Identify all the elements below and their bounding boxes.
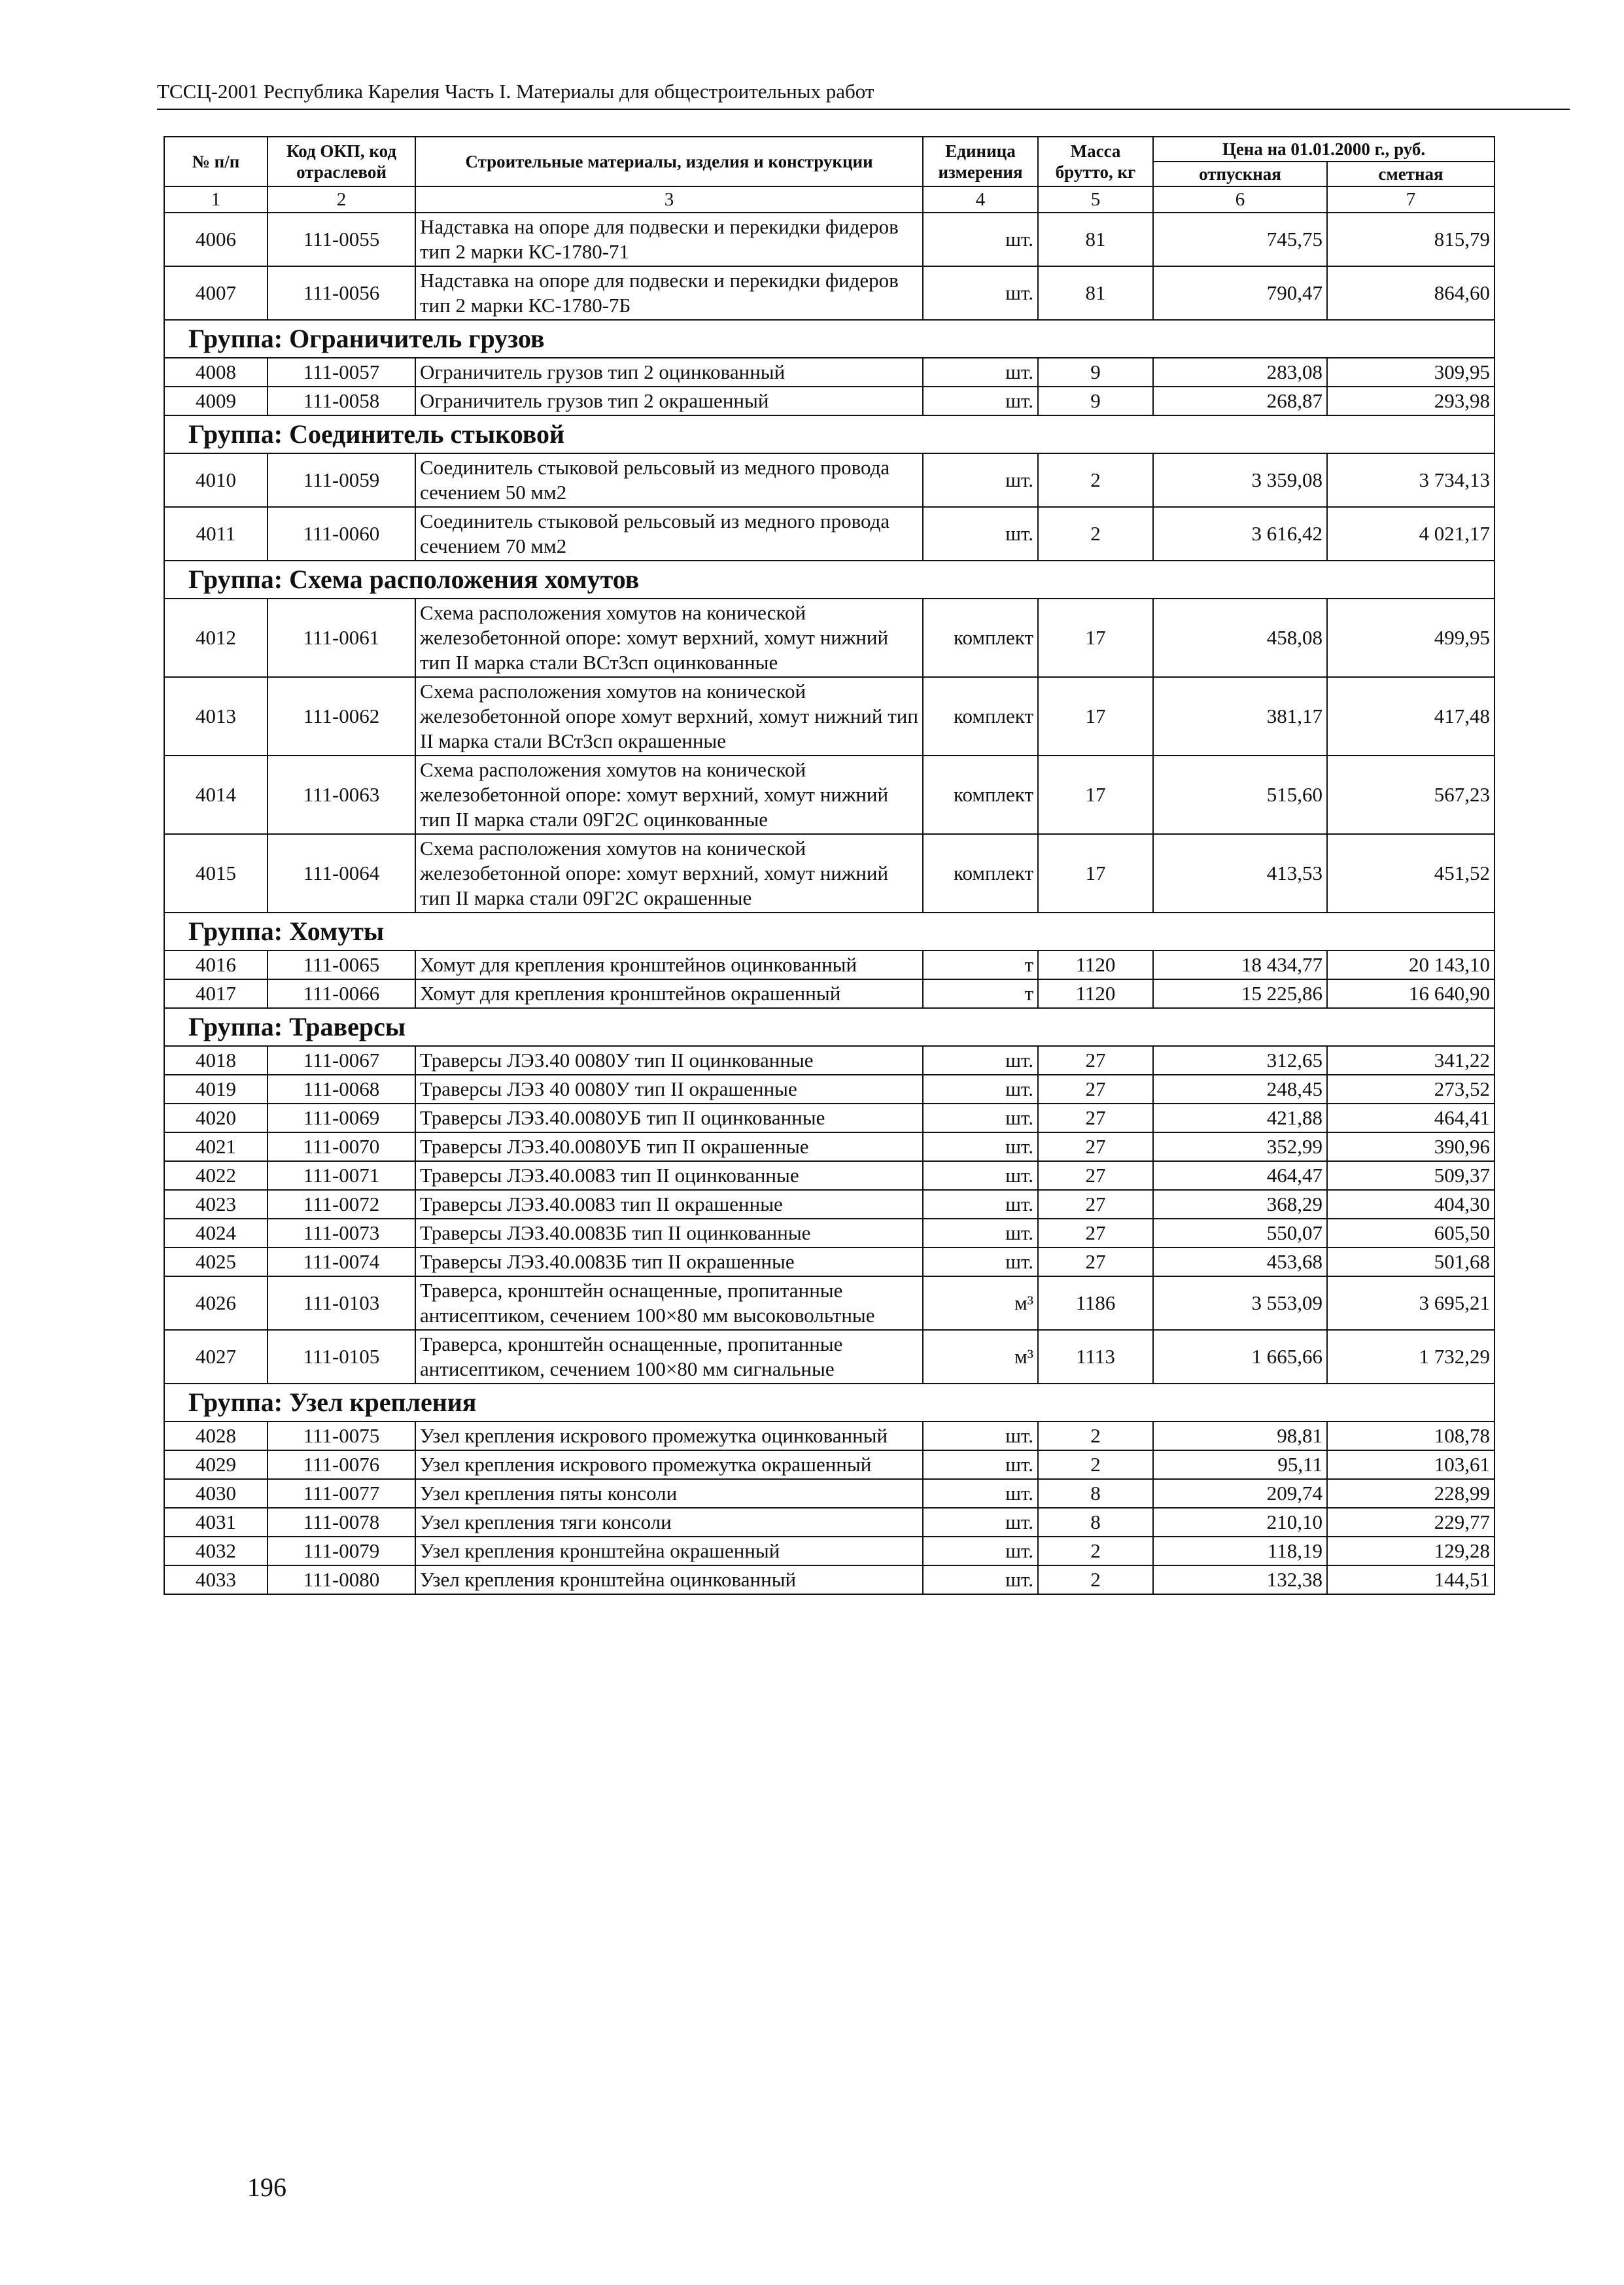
cell-name: Ограничитель грузов тип 2 оцинкованный: [415, 358, 923, 387]
cell-mass: 17: [1038, 834, 1153, 913]
cell-mass: 27: [1038, 1190, 1153, 1219]
table-row: [164, 951, 1494, 979]
cell-price-estimate: 815,79: [1327, 213, 1494, 266]
table-row: [164, 1276, 1494, 1330]
cell-code: 111-0063: [268, 756, 415, 834]
cell-mass: 81: [1038, 266, 1153, 320]
cell-code: 111-0076: [268, 1450, 415, 1479]
cell-num: 4022: [164, 1161, 268, 1190]
cell-name: Соединитель стыковой рельсовый из медного провода сечением 50 мм2: [415, 453, 923, 507]
cell-name: Ограничитель грузов тип 2 окрашенный: [415, 387, 923, 415]
column-number: 1: [164, 186, 268, 213]
cell-code: 111-0070: [268, 1132, 415, 1161]
cell-mass: 2: [1038, 453, 1153, 507]
table-row: [164, 1565, 1494, 1594]
col-header-price-release: отпускная: [1153, 162, 1327, 186]
cell-price-release: 15 225,86: [1153, 979, 1327, 1008]
cell-num: 4030: [164, 1479, 268, 1508]
table-row: [164, 1161, 1494, 1190]
cell-mass: 2: [1038, 1565, 1153, 1594]
cell-name: Узел крепления кронштейна оцинкованный: [415, 1565, 923, 1594]
cell-num: 4014: [164, 756, 268, 834]
col-header-mass: Масса брутто, кг: [1038, 137, 1153, 186]
cell-price-estimate: 864,60: [1327, 266, 1494, 320]
cell-name: Траверсы ЛЭЗ 40 0080У тип II окрашенные: [415, 1075, 923, 1104]
group-title: Группа: Хомуты: [164, 913, 1494, 951]
table-row: [164, 507, 1494, 561]
cell-mass: 9: [1038, 358, 1153, 387]
cell-code: 111-0105: [268, 1330, 415, 1384]
cell-code: 111-0074: [268, 1247, 415, 1276]
cell-code: 111-0064: [268, 834, 415, 913]
cell-price-estimate: 144,51: [1327, 1565, 1494, 1594]
cell-price-estimate: 16 640,90: [1327, 979, 1494, 1008]
cell-price-estimate: 1 732,29: [1327, 1330, 1494, 1384]
cell-unit: шт.: [923, 1508, 1038, 1537]
cell-price-release: 268,87: [1153, 387, 1327, 415]
cell-unit: шт.: [923, 1046, 1038, 1075]
cell-name: Траверсы ЛЭЗ.40.0083Б тип II окрашенные: [415, 1247, 923, 1276]
table-row: [164, 1450, 1494, 1479]
cell-name: Траверсы ЛЭЗ.40.0083 тип II оцинкованные: [415, 1161, 923, 1190]
cell-unit: т: [923, 979, 1038, 1008]
column-number: 2: [268, 186, 415, 213]
cell-mass: 27: [1038, 1161, 1153, 1190]
cell-price-estimate: 20 143,10: [1327, 951, 1494, 979]
table-body: [164, 213, 1494, 1594]
cell-name: Соединитель стыковой рельсовый из медного провода сечением 70 мм2: [415, 507, 923, 561]
cell-mass: 81: [1038, 213, 1153, 266]
cell-unit: шт.: [923, 507, 1038, 561]
cell-price-release: 98,81: [1153, 1422, 1327, 1450]
group-title: Группа: Узел крепления: [164, 1384, 1494, 1422]
cell-unit: шт.: [923, 213, 1038, 266]
header-divider: [157, 109, 1570, 110]
table-row: [164, 1537, 1494, 1565]
cell-num: 4015: [164, 834, 268, 913]
cell-num: 4010: [164, 453, 268, 507]
cell-price-release: 790,47: [1153, 266, 1327, 320]
cell-unit: шт.: [923, 1161, 1038, 1190]
cell-price-release: 210,10: [1153, 1508, 1327, 1537]
cell-name: Узел крепления искрового промежутка окрашенный: [415, 1450, 923, 1479]
cell-price-estimate: 309,95: [1327, 358, 1494, 387]
cell-code: 111-0069: [268, 1104, 415, 1132]
cell-code: 111-0059: [268, 453, 415, 507]
cell-code: 111-0057: [268, 358, 415, 387]
table-row: [164, 358, 1494, 387]
cell-price-release: 283,08: [1153, 358, 1327, 387]
cell-name: Траверсы ЛЭЗ.40.0080УБ тип II окрашенные: [415, 1132, 923, 1161]
cell-name: Узел крепления искрового промежутка оцинкованный: [415, 1422, 923, 1450]
cell-price-estimate: 273,52: [1327, 1075, 1494, 1104]
cell-price-release: 453,68: [1153, 1247, 1327, 1276]
cell-num: 4009: [164, 387, 268, 415]
cell-price-release: 18 434,77: [1153, 951, 1327, 979]
table-row: [164, 599, 1494, 677]
cell-mass: 27: [1038, 1247, 1153, 1276]
group-row: [164, 320, 1494, 358]
cell-num: 4023: [164, 1190, 268, 1219]
cell-unit: шт.: [923, 1422, 1038, 1450]
cell-mass: 1186: [1038, 1276, 1153, 1330]
table-row: [164, 1422, 1494, 1450]
cell-name: Траверсы ЛЭЗ.40.0080УБ тип II оцинкованные: [415, 1104, 923, 1132]
group-title: Группа: Схема расположения хомутов: [164, 561, 1494, 599]
cell-mass: 17: [1038, 756, 1153, 834]
header-row: [164, 137, 1494, 162]
group-row: [164, 1384, 1494, 1422]
cell-unit: шт.: [923, 453, 1038, 507]
cell-name: Узел крепления кронштейна окрашенный: [415, 1537, 923, 1565]
cell-price-release: 381,17: [1153, 677, 1327, 756]
cell-price-estimate: 499,95: [1327, 599, 1494, 677]
cell-price-release: 248,45: [1153, 1075, 1327, 1104]
table-row: [164, 1508, 1494, 1537]
cell-price-estimate: 567,23: [1327, 756, 1494, 834]
col-header-price-estimate: сметная: [1327, 162, 1494, 186]
table-row: [164, 834, 1494, 913]
cell-code: 111-0062: [268, 677, 415, 756]
cell-unit: шт.: [923, 1537, 1038, 1565]
cell-unit: шт.: [923, 1219, 1038, 1247]
table-row: [164, 1046, 1494, 1075]
cell-unit: шт.: [923, 1565, 1038, 1594]
table-row: [164, 979, 1494, 1008]
cell-num: 4007: [164, 266, 268, 320]
cell-num: 4027: [164, 1330, 268, 1384]
cell-num: 4024: [164, 1219, 268, 1247]
cell-num: 4008: [164, 358, 268, 387]
cell-mass: 17: [1038, 677, 1153, 756]
cell-code: 111-0061: [268, 599, 415, 677]
cell-unit: м³: [923, 1330, 1038, 1384]
cell-code: 111-0072: [268, 1190, 415, 1219]
cell-mass: 27: [1038, 1219, 1153, 1247]
cell-name: Хомут для крепления кронштейнов оцинкованный: [415, 951, 923, 979]
cell-code: 111-0065: [268, 951, 415, 979]
table-row: [164, 1075, 1494, 1104]
cell-num: 4016: [164, 951, 268, 979]
cell-mass: 1120: [1038, 951, 1153, 979]
cell-unit: шт.: [923, 266, 1038, 320]
cell-mass: 1120: [1038, 979, 1153, 1008]
table-row: [164, 756, 1494, 834]
group-row: [164, 913, 1494, 951]
cell-code: 111-0073: [268, 1219, 415, 1247]
cell-price-release: 209,74: [1153, 1479, 1327, 1508]
cell-num: 4006: [164, 213, 268, 266]
group-row: [164, 415, 1494, 453]
cell-mass: 2: [1038, 1450, 1153, 1479]
cell-price-estimate: 229,77: [1327, 1508, 1494, 1537]
cell-price-release: 464,47: [1153, 1161, 1327, 1190]
cell-name: Схема расположения хомутов на конической железобетонной опоре хомут верхний, хомут нижний тип II марка стали ВСт3сп окрашенные: [415, 677, 923, 756]
cell-name: Надставка на опоре для подвески и перекидки фидеров тип 2 марки КС-1780-7Б: [415, 266, 923, 320]
cell-unit: шт.: [923, 1104, 1038, 1132]
cell-price-release: 1 665,66: [1153, 1330, 1327, 1384]
table-row: [164, 1479, 1494, 1508]
table-row: [164, 1132, 1494, 1161]
cell-code: 111-0058: [268, 387, 415, 415]
cell-num: 4011: [164, 507, 268, 561]
cell-unit: шт.: [923, 1247, 1038, 1276]
cell-code: 111-0075: [268, 1422, 415, 1450]
cell-name: Траверсы ЛЭЗ.40 0080У тип II оцинкованные: [415, 1046, 923, 1075]
cell-price-release: 745,75: [1153, 213, 1327, 266]
cell-mass: 27: [1038, 1132, 1153, 1161]
cell-name: Надставка на опоре для подвески и перекидки фидеров тип 2 марки КС-1780-71: [415, 213, 923, 266]
table-row: [164, 266, 1494, 320]
cell-code: 111-0066: [268, 979, 415, 1008]
cell-num: 4029: [164, 1450, 268, 1479]
cell-price-release: 95,11: [1153, 1450, 1327, 1479]
cell-unit: шт.: [923, 1479, 1038, 1508]
cell-name: Схема расположения хомутов на конической железобетонной опоре: хомут верхний, хомут нижний тип II марка стали 09Г2С оцинкованные: [415, 756, 923, 834]
cell-unit: шт.: [923, 1132, 1038, 1161]
table-row: [164, 1247, 1494, 1276]
cell-num: 4032: [164, 1537, 268, 1565]
cell-num: 4017: [164, 979, 268, 1008]
cell-unit: м³: [923, 1276, 1038, 1330]
cell-num: 4012: [164, 599, 268, 677]
table-row: [164, 1330, 1494, 1384]
cell-price-estimate: 509,37: [1327, 1161, 1494, 1190]
cell-price-release: 421,88: [1153, 1104, 1327, 1132]
column-number: 4: [923, 186, 1038, 213]
cell-num: 4031: [164, 1508, 268, 1537]
cell-unit: шт.: [923, 387, 1038, 415]
cell-price-estimate: 390,96: [1327, 1132, 1494, 1161]
cell-unit: шт.: [923, 1075, 1038, 1104]
cell-price-estimate: 341,22: [1327, 1046, 1494, 1075]
cell-price-release: 312,65: [1153, 1046, 1327, 1075]
cell-num: 4018: [164, 1046, 268, 1075]
cell-unit: шт.: [923, 1190, 1038, 1219]
group-row: [164, 1008, 1494, 1046]
cell-code: 111-0068: [268, 1075, 415, 1104]
cell-name: Узел крепления тяги консоли: [415, 1508, 923, 1537]
cell-code: 111-0079: [268, 1537, 415, 1565]
cell-price-release: 352,99: [1153, 1132, 1327, 1161]
cell-code: 111-0056: [268, 266, 415, 320]
column-number: 3: [415, 186, 923, 213]
page-number: 196: [247, 2172, 286, 2202]
price-table: [164, 136, 1495, 1595]
cell-price-release: 3 359,08: [1153, 453, 1327, 507]
cell-mass: 27: [1038, 1046, 1153, 1075]
cell-mass: 9: [1038, 387, 1153, 415]
cell-price-estimate: 451,52: [1327, 834, 1494, 913]
table-row: [164, 1219, 1494, 1247]
cell-num: 4025: [164, 1247, 268, 1276]
cell-code: 111-0055: [268, 213, 415, 266]
table-row: [164, 677, 1494, 756]
cell-mass: 17: [1038, 599, 1153, 677]
cell-mass: 2: [1038, 507, 1153, 561]
cell-mass: 27: [1038, 1104, 1153, 1132]
cell-unit: комплект: [923, 834, 1038, 913]
cell-price-release: 118,19: [1153, 1537, 1327, 1565]
cell-price-estimate: 464,41: [1327, 1104, 1494, 1132]
cell-num: 4021: [164, 1132, 268, 1161]
cell-code: 111-0077: [268, 1479, 415, 1508]
cell-price-estimate: 605,50: [1327, 1219, 1494, 1247]
cell-code: 111-0080: [268, 1565, 415, 1594]
cell-price-estimate: 3 695,21: [1327, 1276, 1494, 1330]
cell-num: 4020: [164, 1104, 268, 1132]
group-title: Группа: Ограничитель грузов: [164, 320, 1494, 358]
cell-price-release: 413,53: [1153, 834, 1327, 913]
cell-code: 111-0071: [268, 1161, 415, 1190]
col-header-num: № п/п: [164, 137, 268, 186]
cell-unit: шт.: [923, 358, 1038, 387]
col-header-name: Строительные материалы, изделия и конструкции: [415, 137, 923, 186]
cell-mass: 2: [1038, 1537, 1153, 1565]
column-number: 6: [1153, 186, 1327, 213]
cell-code: 111-0103: [268, 1276, 415, 1330]
cell-name: Схема расположения хомутов на конической железобетонной опоре: хомут верхний, хомут нижний тип II марка стали ВСт3сп оцинкованные: [415, 599, 923, 677]
column-number-row: [164, 186, 1494, 213]
col-header-code: Код ОКП, код отраслевой: [268, 137, 415, 186]
cell-name: Траверса, кронштейн оснащенные, пропитанные антисептиком, сечением 100×80 мм высоковольтные: [415, 1276, 923, 1330]
cell-price-release: 3 616,42: [1153, 507, 1327, 561]
cell-price-release: 458,08: [1153, 599, 1327, 677]
cell-name: Хомут для крепления кронштейнов окрашенный: [415, 979, 923, 1008]
cell-num: 4026: [164, 1276, 268, 1330]
cell-price-release: 368,29: [1153, 1190, 1327, 1219]
cell-unit: комплект: [923, 677, 1038, 756]
cell-price-release: 515,60: [1153, 756, 1327, 834]
cell-code: 111-0060: [268, 507, 415, 561]
cell-num: 4019: [164, 1075, 268, 1104]
table-row: [164, 387, 1494, 415]
cell-price-estimate: 108,78: [1327, 1422, 1494, 1450]
cell-code: 111-0067: [268, 1046, 415, 1075]
cell-price-estimate: 404,30: [1327, 1190, 1494, 1219]
col-header-unit: Единица измерения: [923, 137, 1038, 186]
table-row: [164, 1104, 1494, 1132]
group-row: [164, 561, 1494, 599]
group-title: Группа: Соединитель стыковой: [164, 415, 1494, 453]
cell-price-release: 132,38: [1153, 1565, 1327, 1594]
cell-unit: шт.: [923, 1450, 1038, 1479]
cell-name: Траверсы ЛЭЗ.40.0083 тип II окрашенные: [415, 1190, 923, 1219]
table-row: [164, 453, 1494, 507]
cell-mass: 8: [1038, 1508, 1153, 1537]
cell-mass: 1113: [1038, 1330, 1153, 1384]
cell-mass: 8: [1038, 1479, 1153, 1508]
cell-num: 4028: [164, 1422, 268, 1450]
cell-num: 4013: [164, 677, 268, 756]
cell-name: Траверсы ЛЭЗ.40.0083Б тип II оцинкованные: [415, 1219, 923, 1247]
cell-name: Узел крепления пяты консоли: [415, 1479, 923, 1508]
cell-mass: 2: [1038, 1422, 1153, 1450]
column-number: 5: [1038, 186, 1153, 213]
cell-unit: комплект: [923, 599, 1038, 677]
table-row: [164, 1190, 1494, 1219]
cell-price-estimate: 129,28: [1327, 1537, 1494, 1565]
cell-price-estimate: 228,99: [1327, 1479, 1494, 1508]
cell-name: Схема расположения хомутов на конической железобетонной опоре: хомут верхний, хомут нижний тип II марка стали 09Г2С окрашенные: [415, 834, 923, 913]
col-header-price-group: Цена на 01.01.2000 г., руб.: [1153, 137, 1494, 162]
table-row: [164, 213, 1494, 266]
cell-unit: т: [923, 951, 1038, 979]
cell-mass: 27: [1038, 1075, 1153, 1104]
cell-price-release: 550,07: [1153, 1219, 1327, 1247]
cell-num: 4033: [164, 1565, 268, 1594]
cell-price-estimate: 293,98: [1327, 387, 1494, 415]
cell-name: Траверса, кронштейн оснащенные, пропитанные антисептиком, сечением 100×80 мм сигнальные: [415, 1330, 923, 1384]
cell-unit: комплект: [923, 756, 1038, 834]
column-number: 7: [1327, 186, 1494, 213]
cell-price-estimate: 417,48: [1327, 677, 1494, 756]
cell-price-release: 3 553,09: [1153, 1276, 1327, 1330]
cell-price-estimate: 103,61: [1327, 1450, 1494, 1479]
cell-price-estimate: 501,68: [1327, 1247, 1494, 1276]
cell-price-estimate: 4 021,17: [1327, 507, 1494, 561]
group-title: Группа: Траверсы: [164, 1008, 1494, 1046]
cell-code: 111-0078: [268, 1508, 415, 1537]
page-header: ТССЦ-2001 Республика Карелия Часть I. Материалы для общестроительных работ: [157, 80, 874, 103]
cell-price-estimate: 3 734,13: [1327, 453, 1494, 507]
